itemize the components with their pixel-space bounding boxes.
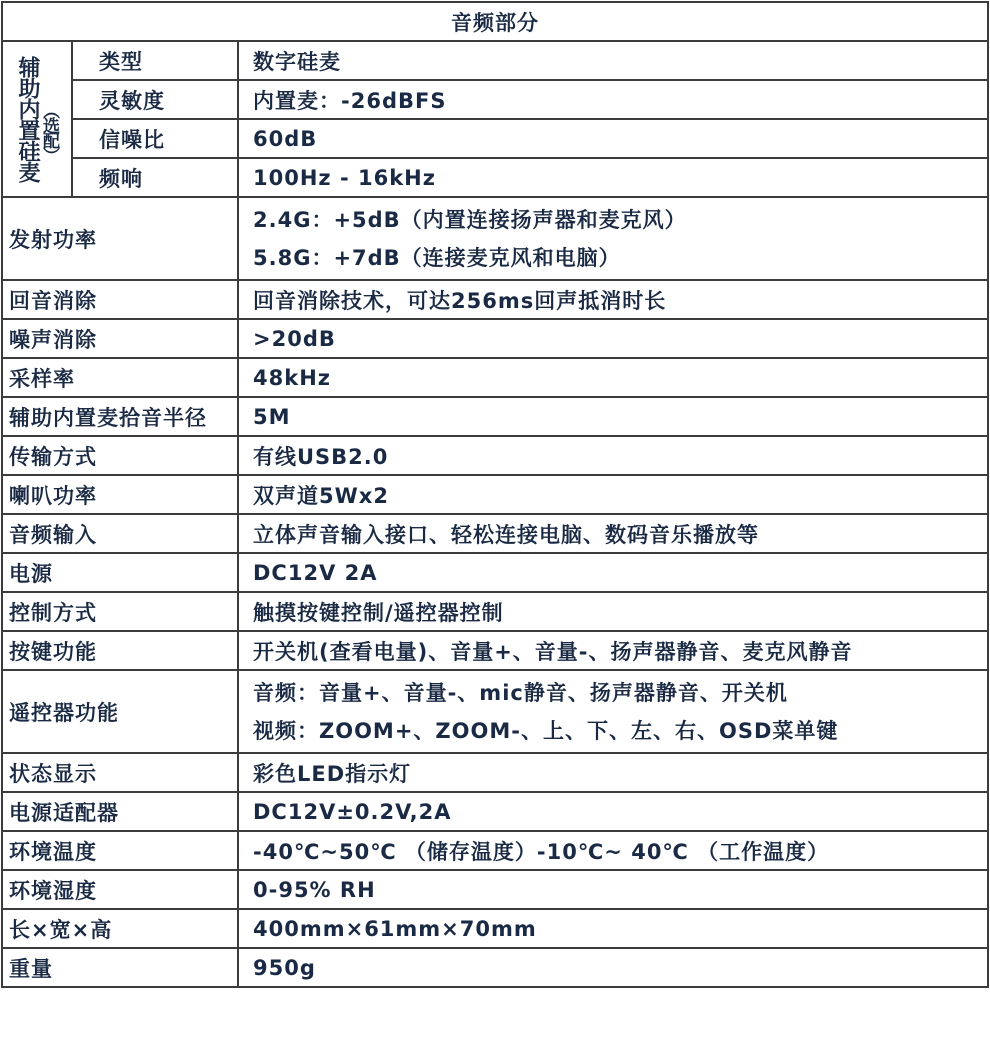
row-label: 频响: [72, 158, 238, 197]
row-value: >20dB: [238, 319, 988, 358]
section-title: 音频部分: [2, 2, 988, 41]
aux-mic-group-cell: [2, 41, 72, 197]
table-header-row: [2, 2, 988, 41]
row-label: 灵敏度: [72, 80, 238, 119]
aux-mic-row-frequency: [2, 158, 988, 197]
table-row: [2, 319, 988, 358]
table-row: [2, 592, 988, 631]
row-label: 采样率: [2, 358, 238, 397]
table-row: [2, 280, 988, 319]
table-row: [2, 197, 988, 280]
table-row: [2, 753, 988, 792]
row-value-line: 5.8G：+7dB（连接麦克风和电脑）: [253, 245, 621, 270]
row-value: 400mm×61mm×70mm: [238, 909, 988, 948]
row-value: DC12V 2A: [238, 553, 988, 592]
aux-mic-row-sensitivity: [2, 80, 988, 119]
table-row: [2, 909, 988, 948]
table-row: [2, 870, 988, 909]
row-value: -40℃~50℃ （储存温度）-10℃~ 40℃ （工作温度）: [238, 831, 988, 870]
row-label: 电源: [2, 553, 238, 592]
row-label: 重量: [2, 948, 238, 987]
row-label: 信噪比: [72, 119, 238, 158]
row-value: 48kHz: [238, 358, 988, 397]
table-row: [2, 514, 988, 553]
row-value: 100Hz - 16kHz: [238, 158, 988, 197]
row-label: 长×宽×高: [2, 909, 238, 948]
row-label: 发射功率: [2, 197, 238, 280]
aux-mic-group-label: 辅助内置硅麦: [15, 56, 40, 182]
row-value: DC12V±0.2V,2A: [238, 792, 988, 831]
row-value: [238, 197, 988, 280]
row-label: 辅助内置麦拾音半径: [2, 397, 238, 436]
aux-mic-row-snr: [2, 119, 988, 158]
row-label: 传输方式: [2, 436, 238, 475]
row-value-line: 音频：音量+、音量-、mic静音、扬声器静音、开关机: [253, 680, 788, 705]
table-row: [2, 948, 988, 987]
row-label: 环境温度: [2, 831, 238, 870]
row-label: 控制方式: [2, 592, 238, 631]
row-value: 950g: [238, 948, 988, 987]
row-label: 噪声消除: [2, 319, 238, 358]
row-value: 彩色LED指示灯: [238, 753, 988, 792]
row-value: 有线USB2.0: [238, 436, 988, 475]
table-row: [2, 358, 988, 397]
row-value: 回音消除技术，可达256ms回声抵消时长: [238, 280, 988, 319]
row-value: 内置麦：-26dBFS: [238, 80, 988, 119]
row-value: 5M: [238, 397, 988, 436]
row-value: 60dB: [238, 119, 988, 158]
row-label: 环境湿度: [2, 870, 238, 909]
aux-mic-row-type: [2, 41, 988, 80]
row-label: 遥控器功能: [2, 670, 238, 753]
row-label: 按键功能: [2, 631, 238, 670]
table-row: [2, 670, 988, 753]
row-label: 音频输入: [2, 514, 238, 553]
row-label: 喇叭功率: [2, 475, 238, 514]
table-row: [2, 397, 988, 436]
row-value: 双声道5Wx2: [238, 475, 988, 514]
aux-mic-group-note: （选配）: [39, 102, 59, 162]
row-value: [238, 670, 988, 753]
row-value-line: 2.4G：+5dB（内置连接扬声器和麦克风）: [253, 207, 687, 232]
table-row: [2, 631, 988, 670]
row-value: 立体声音输入接口、轻松连接电脑、数码音乐播放等: [238, 514, 988, 553]
table-row: [2, 436, 988, 475]
row-value: 0-95% RH: [238, 870, 988, 909]
table-row: [2, 475, 988, 514]
audio-spec-table: [1, 1, 989, 988]
table-row: [2, 792, 988, 831]
row-value: 数字硅麦: [238, 41, 988, 80]
row-label: 回音消除: [2, 280, 238, 319]
table-row: [2, 553, 988, 592]
row-value-line: 视频：ZOOM+、ZOOM-、上、下、左、右、OSD菜单键: [253, 718, 839, 743]
row-label: 类型: [72, 41, 238, 80]
row-value: 开关机(查看电量)、音量+、音量-、扬声器静音、麦克风静音: [238, 631, 988, 670]
row-value: 触摸按键控制/遥控器控制: [238, 592, 988, 631]
table-row: [2, 831, 988, 870]
row-label: 状态显示: [2, 753, 238, 792]
row-label: 电源适配器: [2, 792, 238, 831]
